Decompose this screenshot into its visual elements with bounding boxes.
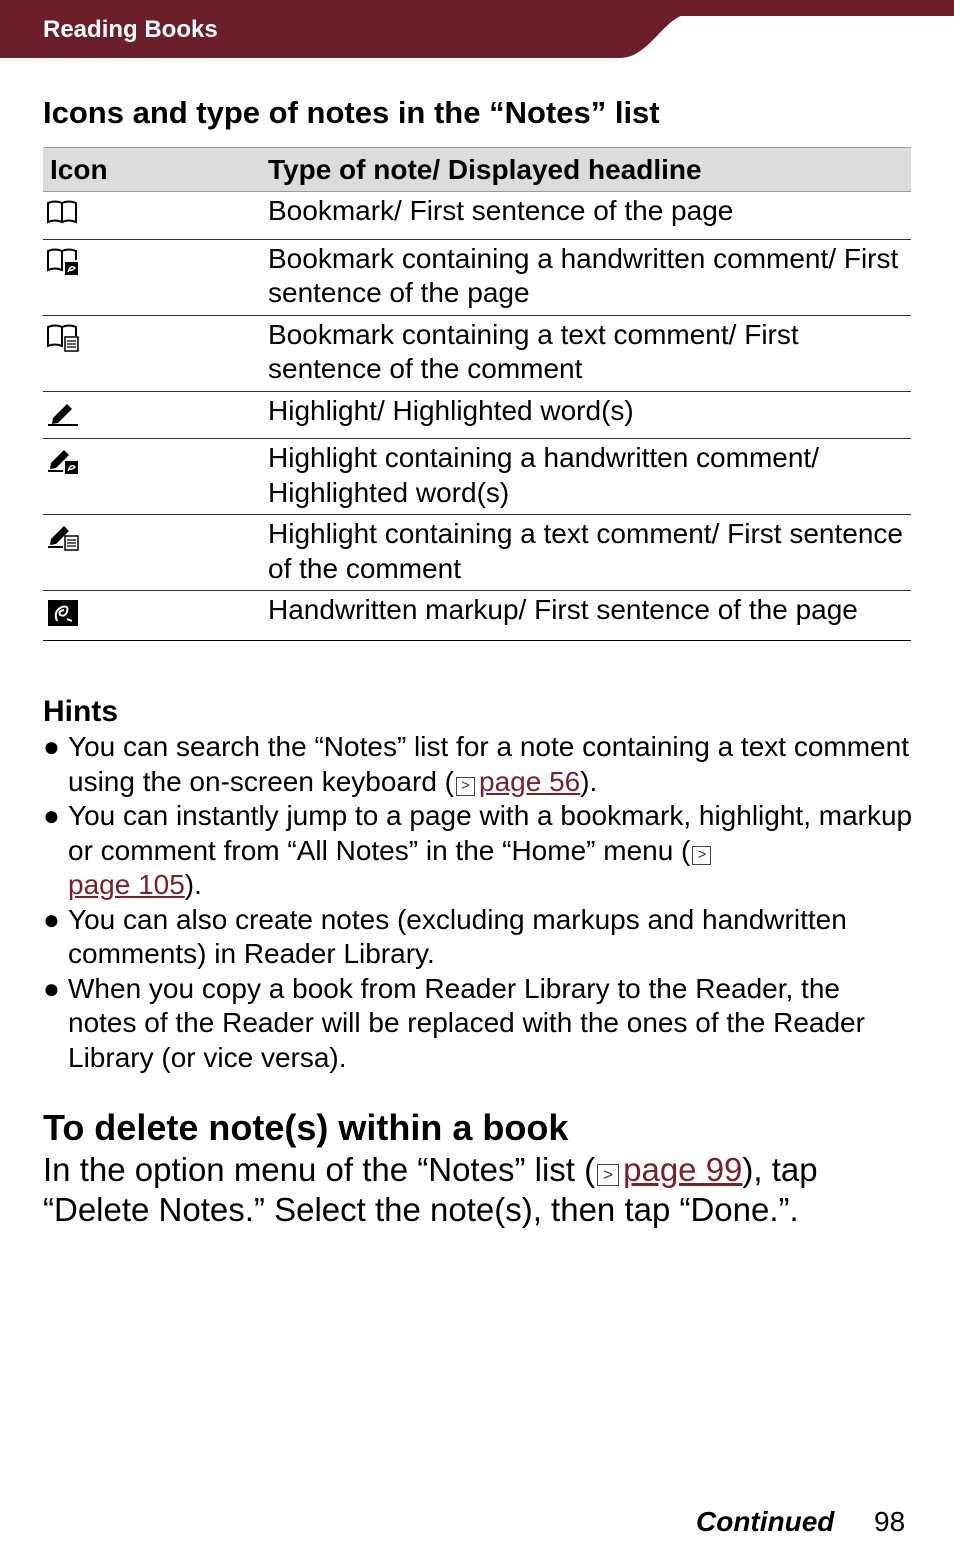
list-item bbox=[43, 799, 913, 903]
table-header-row bbox=[43, 148, 911, 192]
list-item bbox=[43, 903, 913, 972]
link-arrow-icon: > bbox=[597, 1164, 619, 1186]
page-link[interactable]: page 99 bbox=[623, 1151, 743, 1188]
table-row bbox=[43, 439, 911, 515]
column-header-icon: Icon bbox=[43, 148, 252, 192]
highlight-text-icon bbox=[45, 521, 81, 551]
notes-icon-table bbox=[43, 147, 911, 641]
column-header-type: Type of note/ Displayed headline bbox=[252, 148, 911, 192]
table-row bbox=[43, 239, 911, 315]
row-text: Highlight/ Highlighted word(s) bbox=[252, 391, 911, 439]
hint-text: You can search the “Notes” list for a note containing a text comment using the on-screen keyboard ( bbox=[68, 731, 909, 797]
row-text: Bookmark containing a text comment/ First sentence of the comment bbox=[252, 315, 911, 391]
list-item bbox=[43, 972, 913, 1076]
page-link[interactable]: page 56 bbox=[479, 765, 581, 797]
hint-text-end: ). bbox=[580, 765, 598, 797]
table-row bbox=[43, 515, 911, 591]
hint-text-end: ). bbox=[184, 869, 202, 900]
link-arrow-icon: > bbox=[692, 846, 711, 865]
highlight-handwritten-icon bbox=[45, 445, 81, 475]
highlight-icon bbox=[45, 398, 81, 426]
row-text: Highlight containing a handwritten comment/ Highlighted word(s) bbox=[252, 439, 911, 515]
page-number: 98 bbox=[874, 1506, 906, 1537]
handwritten-markup-icon bbox=[45, 597, 81, 627]
row-text: Bookmark/ First sentence of the page bbox=[252, 192, 911, 240]
row-text: Highlight containing a text comment/ First sentence of the comment bbox=[252, 515, 911, 591]
table-row bbox=[43, 315, 911, 391]
list-item bbox=[43, 730, 913, 799]
bookmark-handwritten-icon bbox=[45, 246, 81, 276]
delete-section-title: To delete note(s) within a book bbox=[43, 1107, 569, 1148]
table-row bbox=[43, 591, 911, 641]
delete-text: In the option menu of the “Notes” list ( bbox=[43, 1151, 596, 1188]
page-header-band bbox=[0, 0, 954, 58]
bookmark-text-icon bbox=[45, 322, 81, 352]
bullet-icon: ● bbox=[43, 972, 60, 1004]
hint-text: When you copy a book from Reader Library to the Reader, the notes of the Reader will be replaced with the ones of the Reader Library (or vice versa). bbox=[68, 972, 865, 1073]
bullet-icon: ● bbox=[43, 731, 60, 762]
hint-text: You can also create notes (excluding markups and handwritten comments) in Reader Library. bbox=[68, 903, 847, 969]
continued-label: Continued bbox=[696, 1506, 835, 1537]
table-row bbox=[43, 192, 911, 240]
delete-text-end: ), tap “Delete Notes.” Select the note(s), then tap “Done.”. bbox=[43, 1151, 818, 1228]
bookmark-icon bbox=[45, 198, 81, 226]
row-text: Handwritten markup/ First sentence of the page bbox=[252, 591, 911, 641]
delete-section-body bbox=[43, 1150, 923, 1230]
header-title: Reading Books bbox=[43, 16, 218, 43]
link-arrow-icon: > bbox=[456, 777, 475, 796]
hints-list bbox=[43, 730, 913, 1075]
page-link[interactable]: page 105 bbox=[68, 869, 185, 900]
row-text: Bookmark containing a handwritten comment/ First sentence of the page bbox=[252, 239, 911, 315]
hint-text: You can instantly jump to a page with a bookmark, highlight, markup or comment from “All Notes” in the “Home” menu ( bbox=[68, 800, 913, 866]
hints-title: Hints bbox=[43, 695, 118, 728]
bullet-icon: ● bbox=[43, 903, 60, 935]
table-row bbox=[43, 391, 911, 439]
bullet-icon: ● bbox=[43, 800, 60, 831]
section-title: Icons and type of notes in the “Notes” list bbox=[43, 95, 660, 130]
